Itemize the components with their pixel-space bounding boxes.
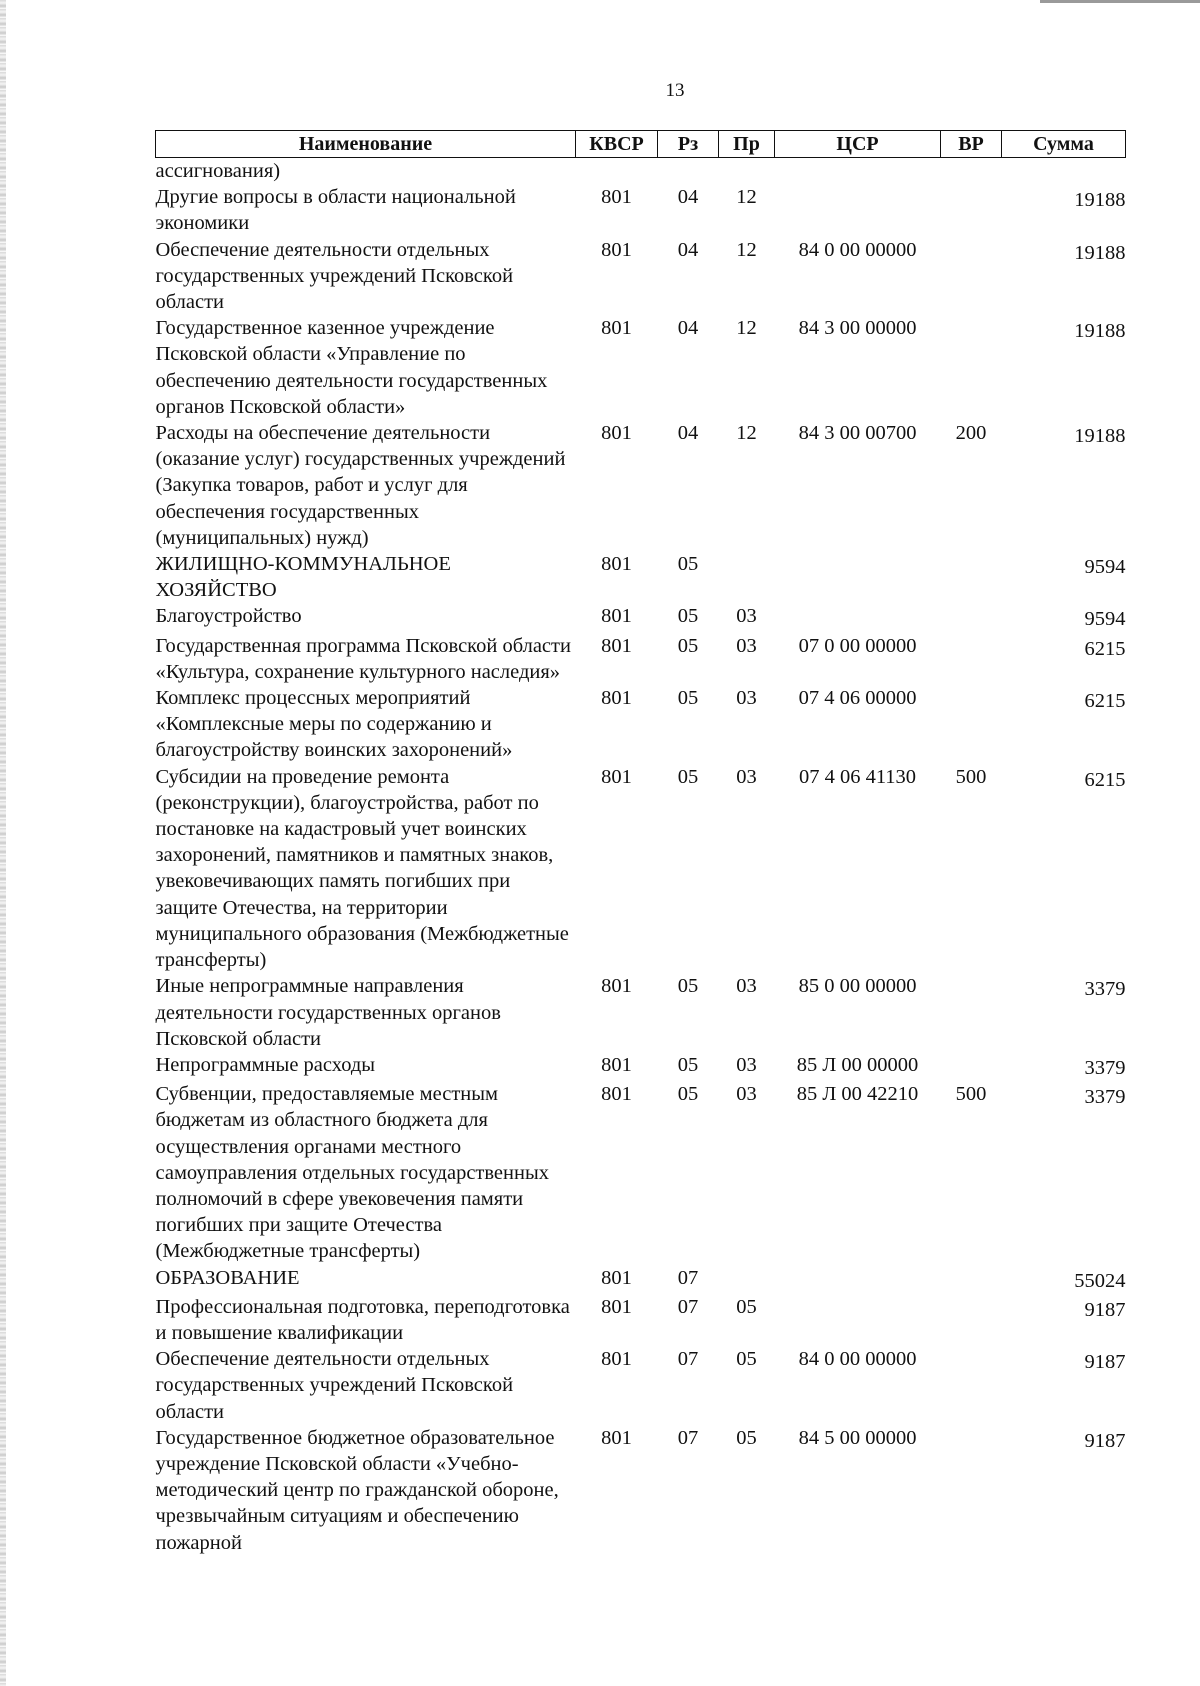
row-vr (941, 551, 1002, 603)
table-row (156, 1265, 1126, 1294)
row-kvsr: 801 (601, 687, 632, 710)
row-name: ЖИЛИЩНО-КОММУНАЛЬНОЕ ХОЗЯЙСТВО (155, 553, 451, 602)
row-csr (775, 603, 941, 632)
row-csr (775, 1294, 941, 1346)
row-kvsr: 801 (601, 422, 632, 445)
header-csr: ЦСР (775, 131, 941, 158)
row-vr (941, 1265, 1002, 1294)
table-row (156, 1425, 1126, 1556)
table-row (156, 603, 1126, 632)
row-kvsr: 801 (601, 1295, 632, 1318)
row-rz: 04 (677, 186, 699, 209)
row-vr: 500 (955, 765, 987, 788)
row-name: Обеспечение деятельности отдельных государственных учреждений Псковской области (155, 238, 514, 314)
row-rz: 07 (677, 1295, 699, 1318)
row-csr: 07 4 06 00000 (798, 687, 917, 710)
table-row (156, 184, 1126, 236)
row-sum: 19188 (1074, 189, 1126, 212)
table-row (156, 420, 1126, 551)
row-sum: 9594 (1084, 608, 1126, 631)
header-vr: ВР (941, 131, 1002, 158)
header-kvsr: КВСР (576, 131, 658, 158)
row-pr: 03 (736, 765, 757, 788)
row-vr (941, 1294, 1002, 1346)
row-sum: 19188 (1074, 425, 1126, 448)
row-vr (941, 633, 1002, 685)
row-pr: 03 (736, 975, 757, 998)
row-pr: 12 (736, 186, 757, 209)
table-row (156, 315, 1126, 420)
row-csr (775, 1265, 941, 1294)
row-csr: 84 0 00 00000 (798, 238, 917, 261)
row-kvsr: 801 (601, 1426, 632, 1449)
row-vr (941, 1425, 1002, 1556)
table-row (156, 764, 1126, 974)
row-vr (941, 603, 1002, 632)
table-row (156, 1052, 1126, 1081)
row-vr (941, 1346, 1002, 1425)
row-kvsr: 801 (601, 317, 632, 340)
page-number: 13 (665, 80, 685, 101)
table-row (156, 158, 1126, 185)
row-sum: 55024 (1074, 1269, 1126, 1292)
header-pr: Пр (719, 131, 775, 158)
table-row (156, 633, 1126, 685)
row-csr: 84 5 00 00000 (798, 1426, 917, 1449)
row-vr: 200 (955, 422, 987, 445)
row-kvsr: 801 (601, 238, 632, 261)
row-csr: 84 0 00 00000 (798, 1348, 917, 1371)
row-rz: 05 (677, 765, 699, 788)
row-vr (941, 1052, 1002, 1081)
row-pr (719, 551, 775, 603)
row-pr: 03 (736, 1083, 757, 1106)
row-sum: 3379 (1084, 1056, 1126, 1079)
row-name: Благоустройство (155, 605, 302, 628)
scan-edge-left (0, 0, 6, 1686)
row-rz: 07 (677, 1348, 699, 1371)
row-csr (775, 551, 941, 603)
row-csr: 85 Л 00 42210 (796, 1083, 919, 1106)
row-rz: 05 (677, 553, 699, 576)
row-name: Комплекс процессных мероприятий «Комплексные меры по содержанию и благоустройству воинских захоронений» (155, 687, 513, 762)
row-pr: 03 (736, 1053, 757, 1076)
row-sum: 3379 (1084, 1086, 1126, 1109)
table-header-row (156, 131, 1126, 158)
row-csr: 07 4 06 41130 (798, 765, 917, 788)
row-vr (941, 158, 1002, 185)
row-pr: 12 (736, 422, 757, 445)
row-kvsr: 801 (601, 1083, 632, 1106)
row-rz: 05 (677, 1083, 699, 1106)
row-name: Обеспечение деятельности отдельных государственных учреждений Псковской области (155, 1348, 514, 1423)
row-name: Иные непрограммные направления деятельности государственных органов Псковской области (155, 975, 501, 1050)
row-vr (941, 685, 1002, 764)
row-csr (775, 158, 941, 185)
row-rz: 05 (677, 634, 699, 657)
row-name: Государственное казенное учреждение Псковской области «Управление по обеспечению деятельности государственных органов Псковской области» (155, 317, 548, 418)
header-sum: Сумма (1002, 131, 1126, 158)
scan-edge-top (1040, 0, 1200, 3)
row-vr: 500 (955, 1083, 987, 1106)
row-pr: 05 (736, 1426, 757, 1449)
row-pr: 05 (736, 1295, 757, 1318)
row-sum: 9187 (1084, 1429, 1126, 1452)
row-csr: 85 0 00 00000 (798, 975, 917, 998)
row-csr (775, 184, 941, 236)
row-csr: 84 3 00 00700 (798, 422, 917, 445)
row-csr: 85 Л 00 00000 (796, 1053, 919, 1076)
row-name: Государственное бюджетное образовательное учреждение Псковской области «Учебно-методический центр по гражданской обороне, чрезвычайным ситуациям и обеспечению пожарной (155, 1426, 559, 1554)
row-rz: 07 (677, 1266, 699, 1289)
row-pr: 12 (736, 317, 757, 340)
row-name: Субвенции, предоставляемые местным бюджетам из областного бюджета для осуществления органами местного самоуправления отдельных государственных полномочий в сфере увековечения памяти погибших при защите Отечества (Межбюджетные трансферты) (155, 1083, 549, 1263)
row-rz: 05 (677, 687, 699, 710)
row-csr: 84 3 00 00000 (798, 317, 917, 340)
row-pr: 03 (736, 605, 757, 628)
row-pr: 03 (736, 687, 757, 710)
row-kvsr: 801 (601, 634, 632, 657)
row-vr (941, 237, 1002, 316)
row-pr: 03 (736, 634, 757, 657)
row-name: Другие вопросы в области национальной экономики (155, 186, 516, 235)
row-csr: 07 0 00 00000 (798, 634, 917, 657)
row-vr (941, 315, 1002, 420)
row-rz (658, 158, 719, 185)
row-name: ОБРАЗОВАНИЕ (155, 1266, 300, 1289)
row-rz: 07 (677, 1426, 699, 1449)
row-name: Профессиональная подготовка, переподготовка и повышение квалификации (155, 1295, 570, 1344)
row-rz: 04 (677, 238, 699, 261)
row-name: Расходы на обеспечение деятельности (оказание услуг) государственных учреждений (Закупка товаров, работ и услуг для обеспечения государственных (муниципальных) нужд) (155, 422, 566, 549)
row-kvsr: 801 (601, 605, 632, 628)
row-pr: 12 (736, 238, 757, 261)
row-rz: 04 (677, 422, 699, 445)
row-sum: 9187 (1084, 1298, 1126, 1321)
row-sum: 19188 (1074, 241, 1126, 264)
row-kvsr: 801 (601, 1053, 632, 1076)
row-rz: 05 (677, 1053, 699, 1076)
row-pr (719, 158, 775, 185)
header-name: Наименование (156, 131, 576, 158)
row-rz: 04 (677, 317, 699, 340)
row-pr: 05 (736, 1348, 757, 1371)
row-kvsr: 801 (601, 975, 632, 998)
row-kvsr: 801 (601, 1266, 632, 1289)
budget-table (155, 130, 1126, 1556)
row-kvsr: 801 (601, 1348, 632, 1371)
row-sum: 6215 (1084, 768, 1126, 791)
row-kvsr (576, 158, 658, 185)
row-vr (941, 973, 1002, 1052)
table-row (156, 685, 1126, 764)
table-row (156, 973, 1126, 1052)
table-row (156, 551, 1126, 603)
row-sum (1002, 158, 1126, 185)
row-kvsr: 801 (601, 765, 632, 788)
table-row (156, 1081, 1126, 1264)
row-sum: 3379 (1084, 978, 1126, 1001)
row-kvsr: 801 (601, 553, 632, 576)
table-row (156, 237, 1126, 316)
row-sum: 19188 (1074, 320, 1126, 343)
table-row (156, 1346, 1126, 1425)
row-rz: 05 (677, 605, 699, 628)
row-kvsr: 801 (601, 186, 632, 209)
row-name: Непрограммные расходы (155, 1053, 376, 1076)
row-rz: 05 (677, 975, 699, 998)
row-sum: 6215 (1084, 690, 1126, 713)
row-sum: 9187 (1084, 1351, 1126, 1374)
row-name: ассигнования) (155, 160, 281, 182)
row-pr (719, 1265, 775, 1294)
row-name: Субсидии на проведение ремонта (реконструкции), благоустройства, работ по постановке на кадастровый учет воинских захоронений, памятников и памятных знаков, увековечивающих память погибших при защите Отечества, на территории муниципального образования (Межбюджетные трансферты) (155, 765, 569, 972)
row-sum: 6215 (1084, 637, 1126, 660)
header-rz: Рз (658, 131, 719, 158)
row-sum: 9594 (1084, 556, 1126, 579)
row-vr (941, 184, 1002, 236)
table-row (156, 1294, 1126, 1346)
row-name: Государственная программа Псковской области «Культура, сохранение культурного наследия» (155, 634, 571, 683)
